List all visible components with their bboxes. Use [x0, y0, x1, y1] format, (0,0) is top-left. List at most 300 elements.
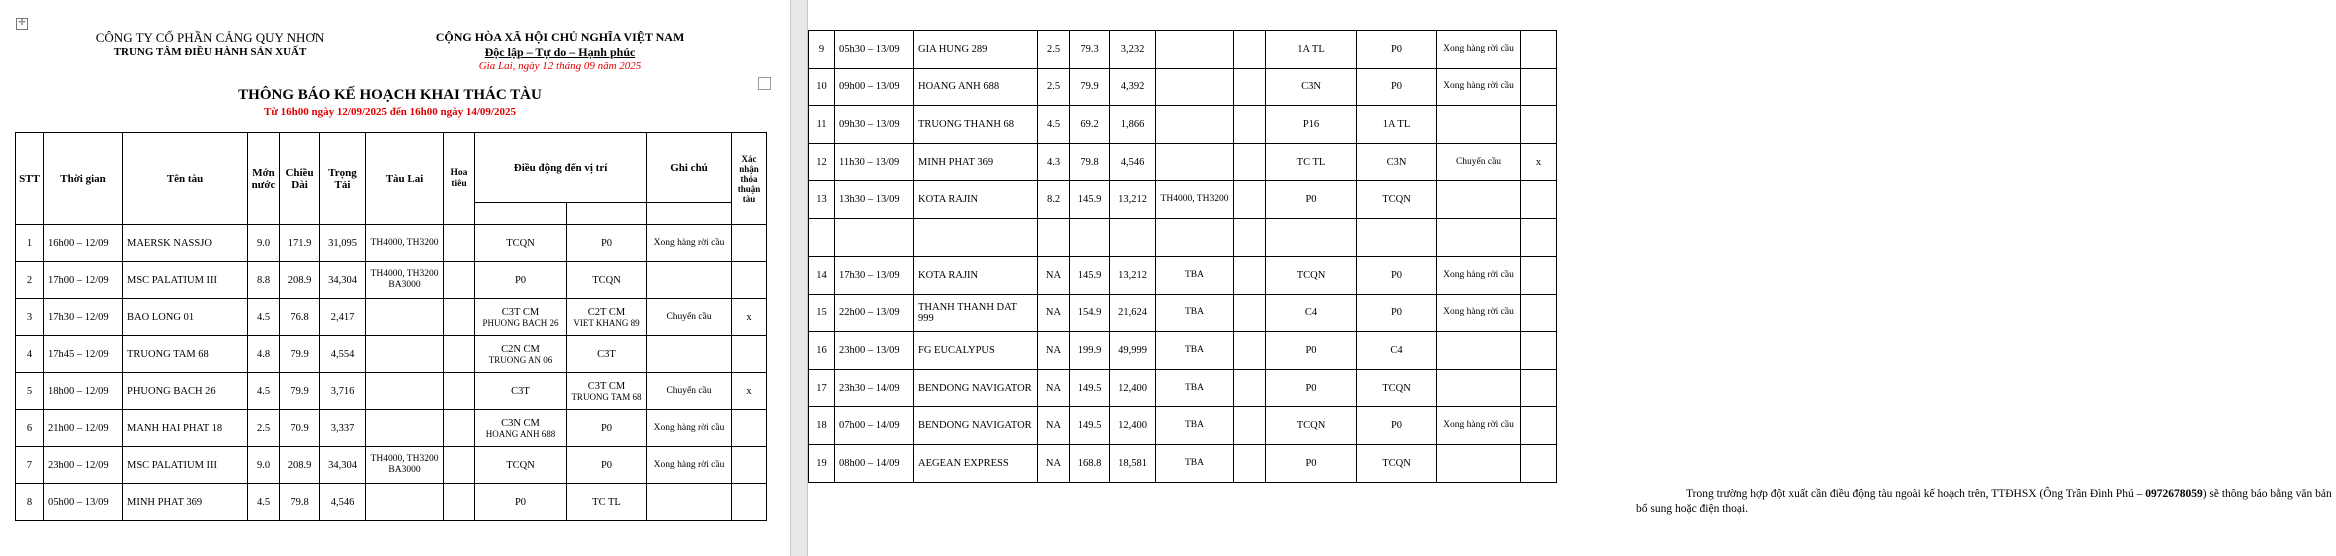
time-cell: 23h00 – 12/09	[44, 447, 123, 484]
document-title: THÔNG BÁO KẾ HOẠCH KHAI THÁC TÀU	[238, 87, 542, 103]
to-berth: P0	[600, 237, 613, 249]
time-cell: 13h30 – 13/09	[835, 181, 914, 219]
empty-cell	[1110, 218, 1156, 256]
to-cell: 1A TL	[1357, 106, 1437, 144]
to-berth: P0	[600, 422, 613, 434]
tonnage-cell: 1,866	[1110, 106, 1156, 144]
to-cell	[567, 484, 647, 521]
to-cell	[567, 447, 647, 484]
draft-cell: 4.5	[248, 484, 280, 521]
confirm-cell	[1521, 444, 1557, 482]
stt-cell: 3	[16, 299, 44, 336]
length-cell: 208.9	[280, 447, 320, 484]
confirm-cell	[732, 336, 767, 373]
draft-cell: 4.3	[1038, 143, 1070, 181]
length-cell: 69.2	[1070, 106, 1110, 144]
table-row	[16, 299, 767, 336]
confirm-cell	[1521, 256, 1557, 294]
to-cell	[567, 373, 647, 410]
tonnage-cell: 18,581	[1110, 444, 1156, 482]
document-subtitle: Từ 16h00 ngày 12/09/2025 đến 16h00 ngày 14/09/2025	[263, 106, 516, 118]
nation-name: CỘNG HÒA XÃ HỘI CHỦ NGHĨA VIỆT NAM	[435, 30, 685, 44]
confirm-cell	[1521, 294, 1557, 332]
to-berth: C3T	[597, 348, 616, 360]
table-row	[809, 143, 1557, 181]
length-cell: 199.9	[1070, 332, 1110, 370]
from-cell: TC TL	[1266, 143, 1357, 181]
tug-cell: TBA	[1156, 332, 1234, 370]
pilot-cell	[444, 410, 475, 447]
footer-text-1: Trong trường hợp đột xuất cần điều động tàu ngoài kế hoạch trên, TTĐHSX (Ông Trần Đình Phú –	[1686, 488, 2146, 500]
stt-cell: 11	[809, 106, 835, 144]
length-cell: 70.9	[280, 410, 320, 447]
schedule-table-page2	[808, 30, 1557, 483]
time-cell: 09h00 – 13/09	[835, 68, 914, 106]
ship-cell: TRUONG TAM 68	[123, 336, 248, 373]
tug-cell: TBA	[1156, 407, 1234, 445]
note-cell	[1437, 106, 1521, 144]
tonnage-cell: 31,095	[320, 225, 366, 262]
to-cell: TCQN	[1357, 369, 1437, 407]
ship-cell: MANH HAI PHAT 18	[123, 410, 248, 447]
pilot-cell	[1234, 369, 1266, 407]
length-cell: 79.8	[1070, 143, 1110, 181]
tonnage-cell: 21,624	[1110, 294, 1156, 332]
empty-cell	[1521, 218, 1557, 256]
from-cell: P0	[1266, 444, 1357, 482]
stt-cell: 4	[16, 336, 44, 373]
note-cell: Xong hàng rời cầu	[1437, 31, 1521, 69]
from-cell: TCQN	[1266, 256, 1357, 294]
from-berth: C3T	[511, 385, 530, 397]
length-cell: 149.5	[1070, 407, 1110, 445]
draft-cell: 9.0	[248, 225, 280, 262]
to-cell	[567, 299, 647, 336]
length-cell: 145.9	[1070, 256, 1110, 294]
col-length: Chiều Dài	[280, 133, 320, 225]
note-cell: Xong hàng rời cầu	[1437, 68, 1521, 106]
pilot-cell	[1234, 256, 1266, 294]
time-cell: 23h00 – 13/09	[835, 332, 914, 370]
time-cell: 17h30 – 12/09	[44, 299, 123, 336]
motto: Độc lập – Tự do – Hạnh phúc	[484, 45, 636, 59]
note-cell: Xong hàng rời cầu	[647, 447, 732, 484]
col-confirm: Xác nhận thỏa thuận tàu	[732, 133, 767, 225]
time-cell: 17h30 – 13/09	[835, 256, 914, 294]
pilot-cell	[1234, 444, 1266, 482]
empty-cell	[1234, 218, 1266, 256]
ship-cell: MINH PHAT 369	[123, 484, 248, 521]
confirm-cell	[732, 262, 767, 299]
tonnage-cell: 2,417	[320, 299, 366, 336]
stt-cell: 6	[16, 410, 44, 447]
ship-cell: MINH PHAT 369	[914, 143, 1038, 181]
note-cell	[1437, 369, 1521, 407]
from-cell	[475, 336, 567, 373]
confirm-cell	[732, 447, 767, 484]
stt-cell: 19	[809, 444, 835, 482]
draft-cell: NA	[1038, 444, 1070, 482]
note-cell: Xong hàng rời cầu	[647, 410, 732, 447]
confirm-cell	[732, 484, 767, 521]
company-name: CÔNG TY CỔ PHẦN CẢNG QUY NHƠN	[95, 30, 325, 45]
pilot-cell	[444, 373, 475, 410]
length-cell: 154.9	[1070, 294, 1110, 332]
pilot-cell	[1234, 106, 1266, 144]
ship-cell: BENDONG NAVIGATOR	[914, 407, 1038, 445]
stt-cell: 9	[809, 31, 835, 69]
schedule-table-page1	[15, 132, 767, 521]
from-cell: P0	[1266, 332, 1357, 370]
length-cell: 79.9	[1070, 68, 1110, 106]
tonnage-cell: 4,546	[1110, 143, 1156, 181]
draft-cell: 2.5	[1038, 31, 1070, 69]
ship-cell: FG EUCALYPUS	[914, 332, 1038, 370]
length-cell: 79.9	[280, 373, 320, 410]
confirm-cell	[1521, 31, 1557, 69]
stt-cell: 7	[16, 447, 44, 484]
tonnage-cell: 3,232	[1110, 31, 1156, 69]
tug-cell: TBA	[1156, 369, 1234, 407]
confirm-cell	[1521, 332, 1557, 370]
pilot-cell	[444, 336, 475, 373]
from-berth: P0	[514, 496, 527, 508]
pilot-cell	[1234, 143, 1266, 181]
to-ref: VIET KHANG 89	[573, 317, 640, 328]
tug-cell	[366, 484, 444, 521]
note-cell: Chuyển cầu	[1437, 143, 1521, 181]
to-berth: C2T CM	[587, 306, 626, 318]
draft-cell: 2.5	[248, 410, 280, 447]
ship-cell: MSC PALATIUM III	[123, 262, 248, 299]
draft-cell: 4.5	[248, 373, 280, 410]
time-cell: 18h00 – 12/09	[44, 373, 123, 410]
stt-cell: 16	[809, 332, 835, 370]
confirm-cell: x	[732, 299, 767, 336]
stt-cell: 5	[16, 373, 44, 410]
ship-cell: PHUONG BACH 26	[123, 373, 248, 410]
col-draft: Mớn nước	[248, 133, 280, 225]
confirm-cell	[732, 410, 767, 447]
stt-cell: 12	[809, 143, 835, 181]
pilot-cell	[1234, 294, 1266, 332]
confirm-cell	[1521, 68, 1557, 106]
length-cell: 145.9	[1070, 181, 1110, 219]
ship-cell: KOTA RAJIN	[914, 256, 1038, 294]
footer-note	[1636, 487, 2336, 517]
from-berth: C3N CM	[501, 417, 540, 429]
to-berth: TC TL	[592, 496, 621, 508]
table-row	[809, 332, 1557, 370]
pilot-cell	[444, 484, 475, 521]
tug-cell: TH4000, TH3200 BA3000	[366, 262, 444, 299]
to-cell: C3N	[1357, 143, 1437, 181]
to-cell: P0	[1357, 294, 1437, 332]
time-cell: 09h30 – 13/09	[835, 106, 914, 144]
from-cell: C4	[1266, 294, 1357, 332]
tug-cell	[1156, 31, 1234, 69]
tug-cell	[1156, 106, 1234, 144]
table-row	[809, 181, 1557, 219]
table-move-handle-icon[interactable]: ✛	[16, 18, 28, 30]
time-cell: 17h45 – 12/09	[44, 336, 123, 373]
table-row	[16, 225, 767, 262]
tug-cell	[1156, 68, 1234, 106]
stt-cell: 8	[16, 484, 44, 521]
note-cell: Chuyển cầu	[647, 373, 732, 410]
from-berth: TCQN	[506, 237, 535, 249]
from-berth: TCQN	[506, 459, 535, 471]
empty-cell	[1357, 218, 1437, 256]
table-row	[16, 447, 767, 484]
to-cell: P0	[1357, 68, 1437, 106]
confirm-cell	[1521, 106, 1557, 144]
note-cell	[647, 262, 732, 299]
draft-cell: 8.2	[1038, 181, 1070, 219]
header-right	[410, 30, 710, 72]
time-cell: 08h00 – 14/09	[835, 444, 914, 482]
from-ref: PHUONG BACH 26	[482, 317, 559, 328]
pilot-cell	[444, 262, 475, 299]
empty-cell	[1038, 218, 1070, 256]
table-row	[16, 484, 767, 521]
tug-cell	[366, 336, 444, 373]
to-berth: TCQN	[592, 274, 621, 286]
empty-cell	[1266, 218, 1357, 256]
ship-cell: BENDONG NAVIGATOR	[914, 369, 1038, 407]
tonnage-cell: 34,304	[320, 447, 366, 484]
pilot-cell	[1234, 181, 1266, 219]
length-cell: 79.8	[280, 484, 320, 521]
footer-phone: 0972678059	[2145, 488, 2203, 500]
empty-cell	[1156, 218, 1234, 256]
length-cell: 168.8	[1070, 444, 1110, 482]
footer-text-2: ) sẽ thông báo bằng văn bản bổ sung hoặc điện thoại.	[1636, 488, 2332, 515]
draft-cell: NA	[1038, 369, 1070, 407]
note-cell	[1437, 444, 1521, 482]
from-cell	[475, 299, 567, 336]
length-cell: 208.9	[280, 262, 320, 299]
tug-cell	[366, 373, 444, 410]
from-berth: P0	[514, 274, 527, 286]
table-body-page1	[16, 225, 767, 521]
from-cell: TCQN	[1266, 407, 1357, 445]
tug-cell	[1156, 143, 1234, 181]
tonnage-cell: 13,212	[1110, 256, 1156, 294]
tug-cell	[366, 410, 444, 447]
department-name: TRUNG TÂM ĐIỀU HÀNH SẢN XUẤT	[113, 46, 307, 58]
col-stt: STT	[16, 133, 44, 225]
ship-cell: AEGEAN EXPRESS	[914, 444, 1038, 482]
empty-cell	[1070, 218, 1110, 256]
table-row	[16, 336, 767, 373]
col-tug: Tàu Lai	[366, 133, 444, 225]
table-body-page2	[809, 31, 1557, 483]
stt-cell: 18	[809, 407, 835, 445]
from-cell	[475, 262, 567, 299]
tonnage-cell: 49,999	[1110, 332, 1156, 370]
confirm-cell: x	[732, 373, 767, 410]
note-cell: Xong hàng rời cầu	[1437, 294, 1521, 332]
confirm-cell	[1521, 369, 1557, 407]
table-row	[809, 68, 1557, 106]
tonnage-cell: 12,400	[1110, 369, 1156, 407]
from-cell	[475, 447, 567, 484]
ship-cell: BAO LONG 01	[123, 299, 248, 336]
tug-cell: TBA	[1156, 256, 1234, 294]
draft-cell: 2.5	[1038, 68, 1070, 106]
table-row	[809, 407, 1557, 445]
tonnage-cell: 13,212	[1110, 181, 1156, 219]
pilot-cell	[444, 447, 475, 484]
time-cell: 21h00 – 12/09	[44, 410, 123, 447]
pilot-cell	[1234, 68, 1266, 106]
table-row	[16, 373, 767, 410]
to-cell: TCQN	[1357, 181, 1437, 219]
document-page-1	[0, 0, 790, 556]
tonnage-cell: 4,554	[320, 336, 366, 373]
length-cell: 76.8	[280, 299, 320, 336]
tug-cell	[366, 299, 444, 336]
empty-cell	[1437, 218, 1521, 256]
tug-cell: TBA	[1156, 444, 1234, 482]
empty-cell	[914, 218, 1038, 256]
note-cell	[647, 336, 732, 373]
ship-cell: MSC PALATIUM III	[123, 447, 248, 484]
length-cell: 149.5	[1070, 369, 1110, 407]
to-berth: P0	[600, 459, 613, 471]
length-cell: 171.9	[280, 225, 320, 262]
tonnage-cell: 4,546	[320, 484, 366, 521]
time-cell: 05h30 – 13/09	[835, 31, 914, 69]
from-cell: C3N	[1266, 68, 1357, 106]
draft-cell: NA	[1038, 256, 1070, 294]
table-row	[809, 369, 1557, 407]
draft-cell: NA	[1038, 332, 1070, 370]
stt-cell: 13	[809, 181, 835, 219]
stt-cell: 1	[16, 225, 44, 262]
draft-cell: 9.0	[248, 447, 280, 484]
from-berth: C2N CM	[501, 343, 540, 355]
col-pilot: Hoa tiêu	[444, 133, 475, 225]
note-cell: Xong hàng rời cầu	[647, 225, 732, 262]
stt-cell: 10	[809, 68, 835, 106]
ship-cell: KOTA RAJIN	[914, 181, 1038, 219]
time-cell: 11h30 – 13/09	[835, 143, 914, 181]
ship-cell: GIA HUNG 289	[914, 31, 1038, 69]
to-cell: P0	[1357, 31, 1437, 69]
to-cell: P0	[1357, 256, 1437, 294]
tug-cell: TH4000, TH3200	[366, 225, 444, 262]
tonnage-cell: 34,304	[320, 262, 366, 299]
time-cell: 22h00 – 13/09	[835, 294, 914, 332]
note-cell: Chuyển cầu	[647, 299, 732, 336]
ship-cell: THANH THANH DAT 999	[914, 294, 1038, 332]
from-cell: P0	[1266, 181, 1357, 219]
table-row	[809, 31, 1557, 69]
col-move: Điều động đến vị trí	[475, 133, 647, 203]
to-berth: C3T CM	[587, 380, 626, 392]
from-berth: C3T CM	[501, 306, 540, 318]
stt-cell: 2	[16, 262, 44, 299]
col-tonnage: Trọng Tải	[320, 133, 366, 225]
length-cell: 79.9	[280, 336, 320, 373]
to-cell	[567, 225, 647, 262]
to-ref: TRUONG TAM 68	[571, 391, 642, 402]
to-cell	[567, 262, 647, 299]
tug-cell: TH4000, TH3200 BA3000	[366, 447, 444, 484]
document-date: Gia Lai, ngày 12 tháng 09 năm 2025	[478, 60, 642, 72]
stt-cell: 17	[809, 369, 835, 407]
header-left	[60, 30, 360, 58]
from-cell	[475, 225, 567, 262]
empty-cell	[835, 218, 914, 256]
time-cell: 07h00 – 14/09	[835, 407, 914, 445]
to-cell	[567, 410, 647, 447]
from-ref: TRUONG AN 06	[488, 354, 553, 365]
tug-cell: TBA	[1156, 294, 1234, 332]
to-cell: P0	[1357, 407, 1437, 445]
col-ship: Tên tàu	[123, 133, 248, 225]
to-cell: TCQN	[1357, 444, 1437, 482]
note-cell: Xong hàng rời cầu	[1437, 407, 1521, 445]
from-cell: P16	[1266, 106, 1357, 144]
from-cell	[475, 373, 567, 410]
ship-cell: MAERSK NASSJO	[123, 225, 248, 262]
confirm-cell	[1521, 181, 1557, 219]
confirm-cell	[732, 225, 767, 262]
tonnage-cell: 4,392	[1110, 68, 1156, 106]
from-cell	[475, 484, 567, 521]
pilot-cell	[1234, 332, 1266, 370]
table-row	[809, 106, 1557, 144]
draft-cell: 8.8	[248, 262, 280, 299]
col-time: Thời gian	[44, 133, 123, 225]
pilot-cell	[1234, 407, 1266, 445]
note-cell	[1437, 332, 1521, 370]
page-gutter	[790, 0, 808, 556]
draft-cell: 4.5	[248, 299, 280, 336]
pilot-cell	[1234, 31, 1266, 69]
to-cell	[567, 336, 647, 373]
table-row	[809, 294, 1557, 332]
note-cell: Xong hàng rời cầu	[1437, 256, 1521, 294]
tonnage-cell: 12,400	[1110, 407, 1156, 445]
stt-cell: 15	[809, 294, 835, 332]
from-cell	[475, 410, 567, 447]
table-row	[16, 410, 767, 447]
draft-cell: NA	[1038, 294, 1070, 332]
tug-cell: TH4000, TH3200	[1156, 181, 1234, 219]
time-cell: 17h00 – 12/09	[44, 262, 123, 299]
confirm-cell	[1521, 407, 1557, 445]
time-cell: 23h30 – 14/09	[835, 369, 914, 407]
length-cell: 79.3	[1070, 31, 1110, 69]
note-cell	[647, 484, 732, 521]
draft-cell: 4.5	[1038, 106, 1070, 144]
pilot-cell	[444, 299, 475, 336]
confirm-cell: x	[1521, 143, 1557, 181]
from-cell: P0	[1266, 369, 1357, 407]
stt-cell: 14	[809, 256, 835, 294]
ship-cell: HOANG ANH 688	[914, 68, 1038, 106]
table-row	[16, 262, 767, 299]
time-cell: 05h00 – 13/09	[44, 484, 123, 521]
tonnage-cell: 3,716	[320, 373, 366, 410]
ship-cell: TRUONG THANH 68	[914, 106, 1038, 144]
checkbox-icon[interactable]	[758, 77, 771, 90]
note-cell	[1437, 181, 1521, 219]
